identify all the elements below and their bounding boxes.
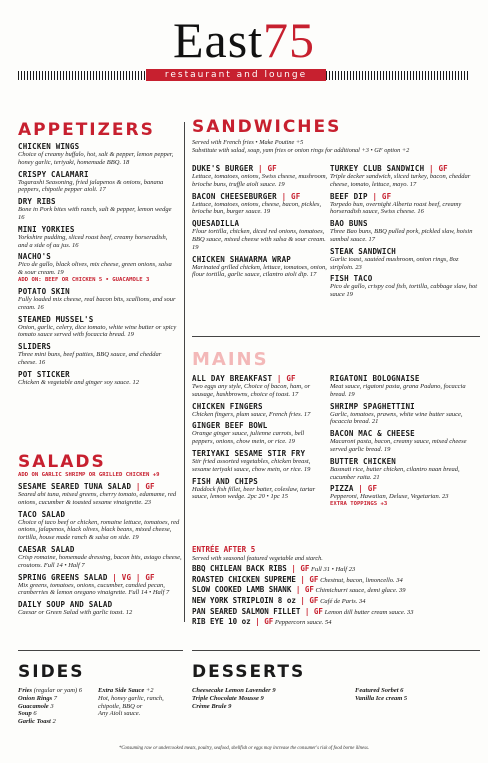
entree-row: BBQ CHILEAN BACK RIBS | GF Full 31 • Half 23 xyxy=(192,564,356,574)
sandwiches-note-1: Served with French fries • Make Poutine +5 xyxy=(192,139,304,146)
item-title: DAILY SOUP AND SALAD xyxy=(18,600,113,610)
item-title: MINI YORKIES xyxy=(18,224,75,234)
side-name: Soup xyxy=(18,710,32,718)
sandwich-item xyxy=(192,192,330,217)
sandwich-item-name: BACON CHEESEBURGER | GF xyxy=(192,191,301,201)
side-item xyxy=(18,703,98,711)
dietary-tag: GF xyxy=(367,484,378,494)
main-item-name xyxy=(330,457,480,466)
dessert-row xyxy=(355,695,475,703)
entree-name: SLOW COOKED LAMB SHANK xyxy=(192,585,292,595)
side-detail: 2 xyxy=(50,718,56,726)
main-item-description: Chicken fingers, plum sauce, French fries. 17 xyxy=(192,410,311,418)
main-item-name xyxy=(330,402,480,411)
main-item-name xyxy=(330,429,480,438)
entree-row: ROASTED CHICKEN SUPREME | GF Chestnut, bacon, limoncello. 34 xyxy=(192,574,403,584)
appetizer-item-name xyxy=(18,315,178,324)
main-item xyxy=(192,449,328,474)
main-item xyxy=(330,429,480,454)
appetizer-item-description: Bone in Pork bites with ranch, salt & pepper, lemon wedge 16 xyxy=(18,206,172,221)
appetizer-item-name xyxy=(18,142,178,151)
side-item xyxy=(98,687,186,695)
main-item-description: Stir fried assorted vegetables, chicken breast, sesame teriyaki sauce, chow mein, or rice. 19 xyxy=(192,457,311,473)
entree-row: PAN SEARED SALMON FILLET | GF Lemon dill butter cream sauce. 33 xyxy=(192,606,414,616)
sandwiches-notes xyxy=(192,139,477,154)
item-title: ALL DAY BREAKFAST xyxy=(192,374,273,383)
sandwich-item-description: Lettuce, tomatoes, onions, Swiss cheese, mushroom, brioche buns, truffle aioli sauce. 19 xyxy=(192,173,328,188)
decorative-bars-right xyxy=(326,71,470,80)
item-title: BACON CHEESEBURGER xyxy=(192,191,277,201)
entree-section xyxy=(192,545,482,628)
dietary-tag: VG | GF xyxy=(121,572,155,582)
item-title: CRISPY CALAMARI xyxy=(18,169,89,179)
side-name: Onion Rings xyxy=(18,694,53,702)
item-title: GINGER BEEF BOWL xyxy=(192,421,268,431)
salad-item-description: Seared ahi tuna, mixed greens, cherry tomato, edamame, red onions, cucumber & toasted sesame vinaigrette. 23 xyxy=(18,491,177,506)
item-title: CHICKEN FINGERS xyxy=(192,401,263,411)
sandwich-item xyxy=(330,219,478,244)
item-title: STEAMED MUSSEL'S xyxy=(18,314,94,324)
entree-price: Peppercorn sauce. 54 xyxy=(274,619,332,627)
sandwich-item-description: Triple decker sandwich, sliced turkey, bacon, cheddar cheese, tomato, lettuce, mayo. 17 xyxy=(330,173,471,188)
appetizer-item-description: Choice of creamy buffalo, hot, salt & pepper, lemon pepper, honey garlic, teriyaki, homemade BBQ. 18 xyxy=(18,151,174,166)
side-detail: 7 xyxy=(52,694,58,702)
salads-list xyxy=(18,472,183,620)
main-item-description: Basmati rice, butter chicken, cilantro naan bread, cucumber raita. 21 xyxy=(330,465,460,481)
appetizer-item-name xyxy=(18,370,178,379)
appetizer-item xyxy=(18,287,178,312)
mains-left-list xyxy=(192,374,328,504)
appetizer-item xyxy=(18,315,178,340)
main-item-name xyxy=(192,421,328,430)
entree-price: Café de Paris. 34 xyxy=(320,597,366,605)
main-item xyxy=(330,484,480,508)
sandwiches-note-2: Substitute with salad, soup, yam fries or onion rings for additional +3 • GF option +2 xyxy=(192,146,410,154)
salad-item-description: Choice of taco beef or chicken, romaine lettuce, tomatoes, red onions, jalapenos, black olives, black beans, mixed cheese, tortilla, house made ranch & salsa on side. 19 xyxy=(18,518,180,542)
appetizer-item-description: Fully loaded mix cheese, real bacon bits, scallions, and sour cream. 16 xyxy=(18,295,176,311)
side-detail: 6 xyxy=(31,710,37,718)
item-title: CHICKEN WINGS xyxy=(18,142,80,151)
salad-item-description: Mix greens, tomatoes, onions, cucumber, candied pecan, cranberries & lemon oregano vinaigrette. Full 14 • Half 7 xyxy=(18,581,170,597)
sandwich-item-name: DUKE'S BURGER | GF xyxy=(192,164,277,173)
mains-heading: MAINS xyxy=(192,349,269,370)
main-item-description: Meat sauce, rigatoni pasta, grana Padano, focaccia bread. 19 xyxy=(330,383,466,398)
dessert-item: Crème Brule 9 xyxy=(192,702,232,710)
main-item-description: Two eggs any style, Choice of bacon, ham, or sausage, hashbrowns, choice of toast. 17 xyxy=(192,383,311,398)
dessert-row xyxy=(192,695,332,703)
main-item-name xyxy=(192,402,328,411)
main-item xyxy=(192,421,328,446)
dietary-tag: GF xyxy=(309,595,319,605)
dessert-item: Cheesecake Lemon Lavender 9 xyxy=(192,687,276,694)
dessert-item: Triple Chocolate Mousse 9 xyxy=(192,694,264,702)
sandwich-item-name: BEEF DIP | GF xyxy=(330,191,392,201)
logo-text-east: East xyxy=(172,12,264,68)
side-detail: 3 xyxy=(48,702,54,710)
dessert-item: Vanilla Ice cream 5 xyxy=(355,694,408,702)
entree-name: BBQ CHILEAN BACK RIBS xyxy=(192,564,287,574)
sandwich-item-name xyxy=(192,255,330,264)
salad-item-name: SESAME SEARED TUNA SALAD | GF xyxy=(18,482,155,491)
dessert-row xyxy=(355,687,475,695)
appetizer-item-description: Onion, garlic, celery, dice tomato, white wine butter or spicy tomato sauce served with focaccia bread. 19 xyxy=(18,323,177,339)
appetizer-item xyxy=(18,342,178,367)
sandwich-item xyxy=(192,164,330,189)
side-detail: Any Aioli sauce. xyxy=(98,710,141,718)
desserts-list-1 xyxy=(192,687,332,710)
main-item-name: ALL DAY BREAKFAST | GF xyxy=(192,374,296,383)
sandwich-item-description: Three Bao buns, BBQ pulled pork, pickled slaw, hoisin sambal sauce. 17 xyxy=(330,228,473,243)
dessert-row xyxy=(192,703,332,711)
side-item xyxy=(98,710,186,718)
side-detail: (regular or yam) 6 xyxy=(32,687,83,694)
salad-item xyxy=(18,510,183,542)
appetizer-item-name xyxy=(18,197,178,206)
item-title: BUTTER CHICKEN xyxy=(330,456,397,466)
salad-item xyxy=(18,600,183,617)
main-item-description: Garlic, tomatoes, prawns, white wine butter sauce, focaccia bread. 21 xyxy=(330,410,463,426)
entree-price: Full 31 • Half 23 xyxy=(311,566,356,574)
sandwich-item-name xyxy=(330,274,478,283)
item-title: SHRIMP SPAGHETTINI xyxy=(330,401,415,411)
sides-list-1 xyxy=(18,687,98,726)
dietary-tag: GF xyxy=(300,564,310,574)
item-title: TACO SALAD xyxy=(18,509,66,519)
sandwich-item-description: Garlic toast, sautéed mushroom, onion rings, 8oz striploin. 23 xyxy=(330,255,459,271)
sandwich-item xyxy=(330,247,478,272)
item-title: RIGATONI BOLOGNAISE xyxy=(330,374,420,383)
sandwich-item xyxy=(330,164,478,189)
appetizer-item-name xyxy=(18,342,178,351)
appetizer-item-description: Three mini buns, beef patties, BBQ sauce, and cheddar cheese. 16 xyxy=(18,351,162,366)
side-detail: Hot, honey garlic, ranch, xyxy=(98,694,164,702)
column-divider xyxy=(184,122,185,622)
salad-item xyxy=(18,545,183,570)
main-item xyxy=(192,402,328,419)
main-item xyxy=(192,477,328,502)
dietary-tag: GF xyxy=(304,585,314,595)
side-item xyxy=(98,703,186,711)
entree-name: RIB EYE 10 oz xyxy=(192,617,251,627)
entree-note: Served with seasonal featured vegetable and starch. xyxy=(192,554,323,562)
side-item xyxy=(18,718,98,726)
sides-divider xyxy=(18,650,183,651)
item-title: FISH AND CHIPS xyxy=(192,476,259,486)
side-item xyxy=(18,710,98,718)
sandwich-item-name xyxy=(330,219,478,228)
dietary-tag: GF xyxy=(267,164,277,173)
entree-row: SLOW COOKED LAMB SHANK | GF Chimichurri sauce, demi glace. 39 xyxy=(192,585,406,595)
entree-price: Lemon dill butter cream sauce. 33 xyxy=(324,608,414,616)
appetizer-item xyxy=(18,197,178,222)
item-title: SESAME SEARED TUNA SALAD xyxy=(18,482,132,491)
appetizer-item-addon: ADD ON: BEEF OR CHICKEN 5 • GUACAMOLE 3 xyxy=(18,276,150,283)
item-title: BACON MAC & CHEESE xyxy=(330,429,415,439)
appetizer-item xyxy=(18,252,178,284)
entree-row: NEW YORK STRIPLOIN 8 oz | GF Café de Paris. 34 xyxy=(192,595,366,605)
sandwiches-left-list xyxy=(192,164,330,282)
desserts-divider xyxy=(192,650,480,651)
appetizer-item-name xyxy=(18,252,178,261)
entree-price: Chimichurri sauce, demi glace. 39 xyxy=(315,587,406,595)
main-item xyxy=(330,374,480,399)
dietary-tag: GF xyxy=(145,482,155,491)
entree-name: ROASTED CHICKEN SUPREME xyxy=(192,574,296,584)
sandwich-item-name xyxy=(330,247,478,256)
entree-name: PAN SEARED SALMON FILLET xyxy=(192,606,301,616)
appetizer-item xyxy=(18,225,178,250)
salad-item-name xyxy=(18,510,183,519)
item-title: DUKE'S BURGER xyxy=(192,164,254,173)
sandwiches-heading: SANDWICHES xyxy=(192,117,342,137)
salads-addon: ADD ON GARLIC SHRIMP OR GRILLED CHICKEN +9 xyxy=(18,472,160,478)
main-item xyxy=(330,402,480,427)
item-title: SLIDERS xyxy=(18,342,52,352)
item-title: NACHO'S xyxy=(18,252,52,262)
mains-right-list xyxy=(330,374,480,511)
side-detail: chipotle, BBQ or xyxy=(98,702,143,710)
item-title: SPRING GREENS SALAD xyxy=(18,572,108,582)
dessert-row xyxy=(192,687,332,695)
item-title: FISH TACO xyxy=(330,274,373,284)
side-item xyxy=(18,695,98,703)
sandwich-item-description: Flour tortilla, chicken, diced red onions, tomatoes, BBQ sauce, mixed cheese with salsa & sour cream. 19 xyxy=(192,228,326,251)
sandwich-item-name xyxy=(192,219,330,228)
sandwich-item xyxy=(192,255,330,280)
appetizer-item xyxy=(18,370,178,387)
sandwich-item xyxy=(330,274,478,299)
restaurant-logo xyxy=(0,14,488,66)
decorative-bars-left xyxy=(18,71,146,80)
item-title: BAO BUNS xyxy=(330,219,368,229)
side-detail: +2 xyxy=(144,687,154,694)
salad-item xyxy=(18,482,183,507)
main-item-description: Haddock fish fillet, beer batter, coleslaw, tartar sauce, lemon wedge. 2pc 20 • 1pc 15 xyxy=(192,485,316,501)
desserts-heading: DESSERTS xyxy=(192,662,306,682)
appetizer-item-name xyxy=(18,287,178,296)
appetizer-item-description: Togarashi Seasoning, fried jalapenos & onions, banana peppers, chipotle pepper aioli. 17 xyxy=(18,178,164,194)
sandwiches-divider xyxy=(192,336,480,337)
dietary-tag: GF xyxy=(381,191,392,201)
desserts-list-2 xyxy=(355,687,475,703)
appetizer-item xyxy=(18,170,178,195)
appetizer-item-name xyxy=(18,170,178,179)
dietary-tag: GF xyxy=(313,606,323,616)
main-item-name: PIZZA | GF xyxy=(330,484,378,494)
main-item-name xyxy=(330,374,480,383)
main-item-description: Macaroni pasta, bacon, creamy sauce, mixed cheese served garlic bread. 19 xyxy=(330,438,467,453)
salad-item-description: Crisp romaine, homemade dressing, bacon bits, asiago cheese, croutons. Full 14 • Half 7 xyxy=(18,553,182,569)
entree-row: RIB EYE 10 oz | GF Peppercorn sauce. 54 xyxy=(192,617,332,627)
item-title: CAESAR SALAD xyxy=(18,544,75,554)
dietary-tag: GF xyxy=(291,191,301,201)
item-title: POT STICKER xyxy=(18,369,70,379)
main-item-name xyxy=(192,477,328,486)
main-item-description: Pepperoni, Hawaiian, Deluxe, Vegetarian. 23 xyxy=(330,493,449,501)
main-item-addon: EXTRA TOPPINGS +3 xyxy=(330,501,388,508)
item-title: QUESADILLA xyxy=(192,219,240,229)
item-title: TURKEY CLUB SANDWICH xyxy=(330,164,425,173)
entree-price: Chestnut, bacon, limoncello. 34 xyxy=(320,576,403,584)
salad-item-name: SPRING GREENS SALAD | VG | GF xyxy=(18,572,155,582)
appetizer-item-description: Chicken & vegetable and ginger soy sauce. 12 xyxy=(18,378,139,386)
main-item-name xyxy=(192,449,328,458)
item-title: DRY RIBS xyxy=(18,197,56,207)
sandwich-item-description: Torpedo bun, overnight Alberta roast beef, creamy horseradish sauce, Swiss cheese. 16 xyxy=(330,200,462,216)
salad-item xyxy=(18,573,183,598)
item-title: BEEF DIP xyxy=(330,191,368,201)
side-name: Extra Side Sauce xyxy=(98,687,145,694)
salad-item-name xyxy=(18,545,183,554)
sandwich-item xyxy=(330,192,478,217)
side-name: Garlic Toast xyxy=(18,718,51,726)
side-name: Guacamole xyxy=(18,702,49,710)
dietary-tag: GF xyxy=(309,574,319,584)
sides-list-2 xyxy=(98,687,186,718)
sandwich-item-description: Lettuce, tomatoes, onions, cheese, bacon, pickles, brioche bun, burger sauce. 19 xyxy=(192,200,322,216)
main-item xyxy=(192,374,328,399)
dietary-tag: GF xyxy=(264,617,274,627)
dietary-tag: GF xyxy=(286,374,296,383)
entree-name: NEW YORK STRIPLOIN 8 oz xyxy=(192,595,296,605)
sandwich-item xyxy=(192,219,330,251)
entree-heading: ENTRÉE AFTER 5 xyxy=(192,545,256,554)
appetizer-item-description: Yorkshire pudding, sliced roast beef, creamy horseradish, and a side of au jus. 16 xyxy=(18,233,168,249)
logo-text-75: 75 xyxy=(263,12,316,68)
item-title: STEAK SANDWICH xyxy=(330,246,397,256)
side-name: Fries xyxy=(18,687,33,694)
item-title: PIZZA xyxy=(330,484,354,494)
sandwich-item-description: Pico de gallo, crispy cod fish, tortilla, cabbage slaw, hot sauce 19 xyxy=(330,283,478,299)
sandwiches-right-list xyxy=(330,164,478,302)
appetizer-item-name xyxy=(18,225,178,234)
sandwich-item-description: Marinated grilled chicken, lettuce, tomatoes, onion, flour tortilla, garlic sauce, cilantro aioli dip. 17 xyxy=(192,263,327,279)
sides-heading: SIDES xyxy=(18,662,85,682)
item-title: POTATO SKIN xyxy=(18,286,70,296)
appetizers-heading: APPETIZERS xyxy=(18,120,155,140)
main-item-description: Orange ginger sauce, julienne carrots, bell peppers, onions, chow mein, or rice. 19 xyxy=(192,430,305,446)
item-title: CHICKEN SHAWARMA WRAP xyxy=(192,254,292,264)
side-item xyxy=(18,687,98,695)
appetizers-list xyxy=(18,142,178,390)
appetizer-item-description: Pico de gallo, black olives, mix cheese, green onions, salsa & sour cream. 19 xyxy=(18,261,172,277)
sandwich-item-name: TURKEY CLUB SANDWICH | GF xyxy=(330,164,448,173)
salad-item-description: Caesar or Green Salad with garlic toast. 12 xyxy=(18,609,133,617)
food-safety-footnote: *Consuming raw or undercooked meats, poultry, seafood, shellfish or eggs may increase the consumer's risk of food borne illness. xyxy=(118,746,370,751)
salads-heading: SALADS xyxy=(18,452,106,472)
dessert-item: Featured Sorbet 6 xyxy=(355,687,404,694)
item-title: TERIYAKI SESAME STIR FRY xyxy=(192,448,306,458)
salad-item-name xyxy=(18,600,183,609)
dietary-tag: GF xyxy=(438,164,448,173)
main-item xyxy=(330,457,480,482)
restaurant-tagline: restaurant and lounge xyxy=(146,69,326,81)
appetizer-item xyxy=(18,142,178,167)
side-item xyxy=(98,695,186,703)
